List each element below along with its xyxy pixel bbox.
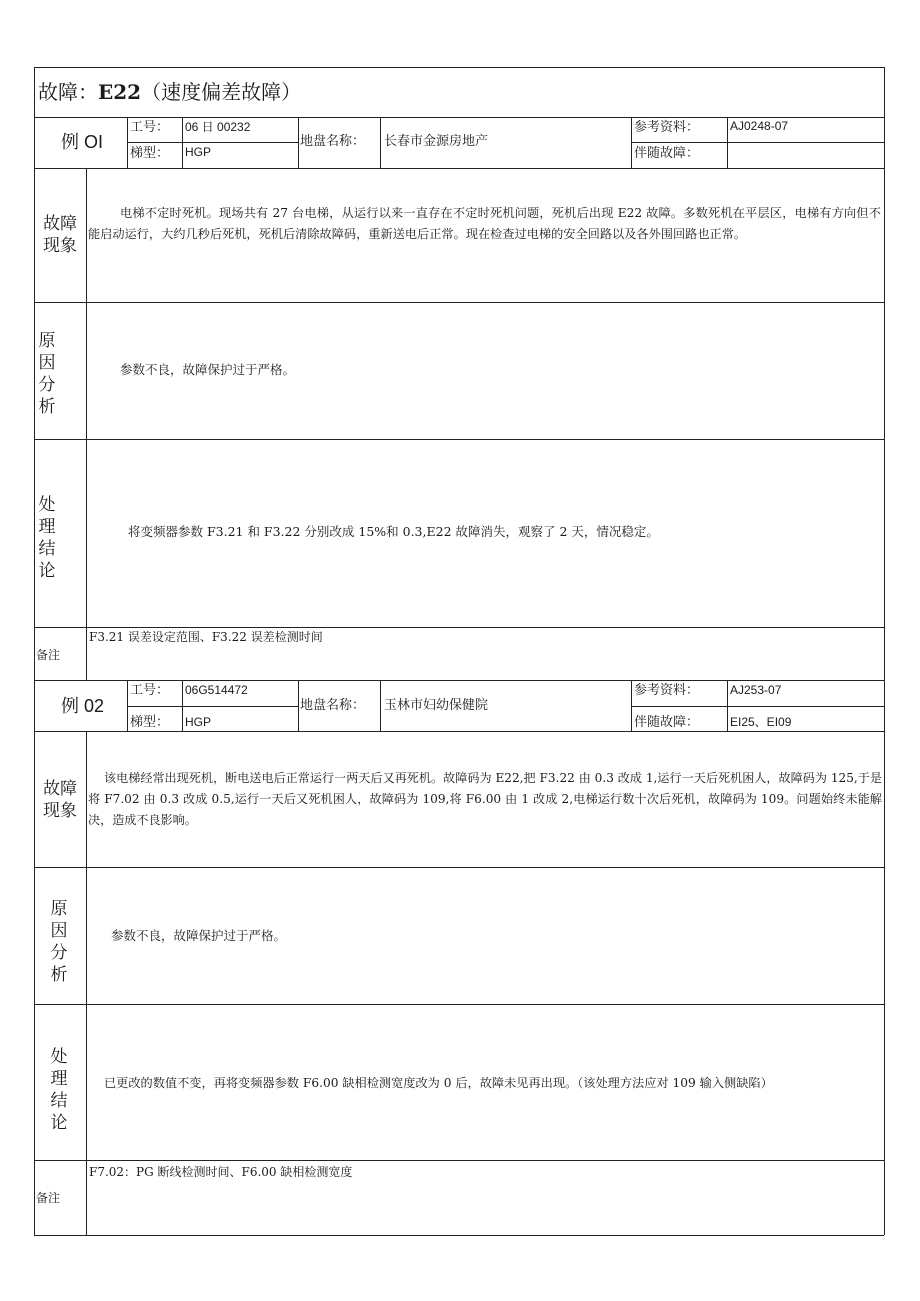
case2-conclusion-label: 处理结论 bbox=[50, 1047, 68, 1133]
col-rule-case1-f bbox=[727, 117, 728, 168]
col-rule-case1-a bbox=[127, 117, 128, 168]
case2-reference-value: AJ253-07 bbox=[730, 683, 782, 697]
case2-model-value: HGP bbox=[185, 715, 212, 729]
rule-case1-conclusion-bottom bbox=[34, 627, 884, 628]
case2-conclusion-text: 已更改的数值不变，再将变频器参数 F6.00 缺相检测宽度改为 0 后，故障未见再出现。（该处理方法应对 109 输入侧缺陷） bbox=[104, 1076, 773, 1090]
case1-phenomenon-label: 故障现象 bbox=[43, 214, 77, 256]
rule-title-bottom bbox=[34, 117, 884, 118]
table-border-left bbox=[34, 67, 35, 1235]
title-prefix: 故障： bbox=[38, 80, 98, 104]
case1-cause-label: 原因分析 bbox=[38, 331, 56, 417]
rule-case1-remark-bottom bbox=[34, 680, 884, 681]
col-rule-case2-d bbox=[380, 680, 381, 731]
case2-phenomenon-text: 该电梯经常出现死机，断电送电后正常运行一两天后又再死机。故障码为 E22,把 F3.22 由 0.3 改成 1,运行一天后死机困人，故障码为 125,于是将 F7.02 由 0.3 改成 0.5,运行一天后又死机困人，故障码为 109,将 F6.00 由 1 改成 2,电梯运行数十次后死机，故障码为 109。问题始终未能解决，造成不良影响。 bbox=[88, 771, 882, 827]
case1-model-value: HGP bbox=[185, 145, 212, 159]
col-rule-case2-label bbox=[86, 731, 87, 1235]
col-rule-case2-a bbox=[127, 680, 128, 731]
rule-case2-info-bottom bbox=[34, 731, 884, 732]
page-title bbox=[38, 82, 301, 102]
case2-site-value: 玉林市妇幼保健院 bbox=[384, 698, 489, 713]
rule-case1-cause-bottom bbox=[34, 439, 884, 440]
case2-site-label: 地盘名称： bbox=[300, 698, 366, 713]
case1-reference-value: AJ0248-07 bbox=[730, 119, 789, 133]
rule-case2-info-mid-right bbox=[631, 706, 884, 707]
case2-accompanying-label: 伴随故障： bbox=[634, 715, 700, 730]
rule-case2-info-mid bbox=[127, 706, 298, 707]
case1-reference-label: 参考资料： bbox=[634, 120, 700, 135]
rule-case2-conclusion-bottom bbox=[34, 1160, 884, 1161]
case1-id: 例 OI bbox=[61, 132, 104, 152]
case2-id: 例 02 bbox=[61, 696, 105, 716]
case1-remark-label: 备注 bbox=[36, 648, 61, 662]
case1-conclusion-label: 处理结论 bbox=[38, 495, 56, 581]
case2-remark-text: F7.02：PG 断线检测时间、F6.00 缺相检测宽度 bbox=[89, 1165, 353, 1179]
col-rule-case1-label bbox=[86, 168, 87, 680]
col-rule-case2-c bbox=[298, 680, 299, 731]
rule-case1-phenomenon-bottom bbox=[34, 302, 884, 303]
case2-cause-text: 参数不良，故障保护过于严格。 bbox=[111, 928, 287, 943]
case2-job-no-value: 06G514472 bbox=[185, 683, 248, 697]
case1-job-no-value: 06 日 00232 bbox=[185, 120, 251, 134]
col-rule-case1-e bbox=[631, 117, 632, 168]
case1-site-label: 地盘名称： bbox=[300, 134, 366, 149]
case1-cause-text: 参数不良，故障保护过于严格。 bbox=[120, 362, 296, 377]
table-border-bottom bbox=[34, 1235, 884, 1236]
table-border-top bbox=[34, 67, 884, 68]
rule-case1-info-bottom bbox=[34, 168, 884, 169]
rule-case2-cause-bottom bbox=[34, 1004, 884, 1005]
table-border-right bbox=[884, 67, 885, 1235]
case2-remark-label: 备注 bbox=[36, 1191, 61, 1205]
title-desc: （速度偏差故障） bbox=[141, 80, 302, 104]
case2-cause-label: 原因分析 bbox=[50, 899, 68, 985]
case2-reference-label: 参考资料： bbox=[634, 683, 700, 698]
case2-job-no-label: 工号： bbox=[130, 683, 170, 698]
col-rule-case1-c bbox=[298, 117, 299, 168]
col-rule-case2-e bbox=[631, 680, 632, 731]
case1-model-label: 梯型： bbox=[130, 146, 170, 161]
rule-case1-info-mid bbox=[127, 142, 298, 143]
case2-model-label: 梯型： bbox=[130, 715, 170, 730]
case2-accompanying-value: EI25、EI09 bbox=[730, 715, 792, 729]
case1-conclusion-text: 将变频器参数 F3.21 和 F3.22 分别改成 15%和 0.3,E22 故障消失，观察了 2 天，情况稳定。 bbox=[128, 524, 659, 539]
col-rule-case1-b bbox=[182, 117, 183, 168]
case1-remark-text: F3.21 误差设定范围、F3.22 误差检测时间 bbox=[89, 630, 323, 644]
rule-case2-phenomenon-bottom bbox=[34, 867, 884, 868]
col-rule-case2-b bbox=[182, 680, 183, 731]
case1-site-value: 长春市金源房地产 bbox=[384, 134, 489, 149]
case2-phenomenon-label: 故障现象 bbox=[43, 779, 77, 821]
case1-accompanying-label: 伴随故障： bbox=[634, 146, 700, 161]
title-code: E22 bbox=[98, 80, 142, 104]
case1-job-no-label: 工号： bbox=[130, 120, 170, 135]
col-rule-case1-d bbox=[380, 117, 381, 168]
case1-phenomenon-text: 电梯不定时死机。现场共有 27 台电梯，从运行以来一直存在不定时死机问题，死机后出现 E22 故障。多数死机在平层区，电梯有方向但不能启动运行，大约几秒后死机，死机后清除故障码，重新送电后正常。现在检查过电梯的安全回路以及各外围回路也正常。 bbox=[88, 206, 881, 241]
col-rule-case2-f bbox=[727, 680, 728, 731]
rule-case1-info-mid-right bbox=[631, 142, 884, 143]
